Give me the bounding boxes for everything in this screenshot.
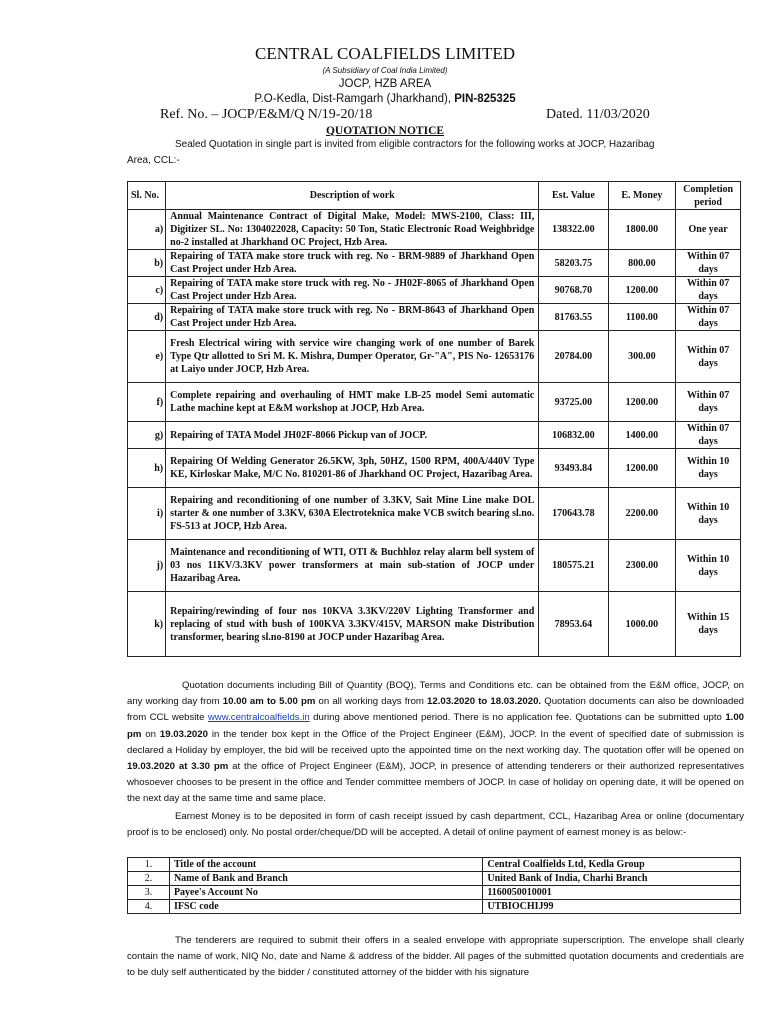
- row-completion-period: Within 07 days: [676, 304, 741, 331]
- header-est-value: Est. Value: [539, 182, 608, 210]
- company-name: CENTRAL COALFIELDS LIMITED: [254, 44, 515, 63]
- earnest-money-paragraph: Earnest Money is to be deposited in form of cash receipt issued by cash department, CCL, Hazaribag Area or online (documentary proof is to be enclosed) only. No postal order/cheque/DD will be accepted. A detail of online payment of earnest money is as below:-: [127, 811, 744, 839]
- works-table-body: [128, 210, 741, 657]
- row-description: Repairing/rewinding of four nos 10KVA 3.3KV/220V Lighting Transformer and replacing of stud with bush of 100KVA 3.3KV/415V, MARSON make Distribution transformer, bearing sl.no-8190 at JOCP under Hazaribag Area.: [166, 592, 539, 657]
- bank-row-label: Payee's Account No: [169, 886, 482, 900]
- bank-details-table: [127, 857, 741, 914]
- bank-row-number: 2.: [128, 872, 170, 886]
- row-description: Repairing of TATA Model JH02F-8066 Pickup van of JOCP.: [166, 422, 539, 449]
- row-completion-period: Within 07 days: [676, 250, 741, 277]
- row-completion-period: Within 07 days: [676, 277, 741, 304]
- table-row: [128, 422, 741, 449]
- row-est-value: 138322.00: [539, 210, 608, 250]
- table-row: [128, 304, 741, 331]
- table-row: [128, 331, 741, 383]
- row-est-value: 180575.21: [539, 540, 608, 592]
- row-e-money: 300.00: [608, 331, 676, 383]
- row-sl-no: c): [128, 277, 166, 304]
- row-e-money: 2300.00: [608, 540, 676, 592]
- address-line: [0, 93, 770, 105]
- para1-text-5: on: [141, 728, 160, 740]
- works-table: [127, 181, 741, 657]
- row-sl-no: h): [128, 449, 166, 488]
- row-description: Repairing Of Welding Generator 26.5KW, 3ph, 50HZ, 1500 RPM, 400A/440V Type KE, Kirloskar Make, M/C No. 810201-86 of Jharkhand OC Project, Hazaribag Area.: [166, 449, 539, 488]
- table-row: [128, 383, 741, 422]
- row-description: Fresh Electrical wiring with service wire changing work of one number of Barek Type Qtr allotted to Sri M. K. Mishra, Dumper Operator, Gr-"A", PIS No- 12653176 at Laiyo under JOCP, Hzb Area.: [166, 331, 539, 383]
- bank-row: [128, 858, 741, 872]
- row-sl-no: a): [128, 210, 166, 250]
- para1-text-1: Quotation documents including Bill of Quantity (BOQ), Terms and Conditions etc. can be obtained from the E&M office, JOCP, on any working day from: [127, 680, 744, 708]
- submission-paragraph: The tenderers are required to submit their offers in a sealed envelope with appropriate superscription. The envelope shall clearly contain the name of work, NIQ No, date and Name & address of the bidder. All pages of the submitted quotation documents and credentials are to be duly self authenticated by the bidder / constituted attorney of the bidder with his signature: [127, 935, 744, 979]
- row-sl-no: g): [128, 422, 166, 449]
- para1-bold-time: 10.00 am to 5.00 pm: [222, 696, 316, 708]
- row-est-value: 106832.00: [539, 422, 608, 449]
- row-est-value: 93725.00: [539, 383, 608, 422]
- table-row: [128, 488, 741, 540]
- table-row: [128, 250, 741, 277]
- quotation-documents-paragraph: [127, 678, 744, 808]
- row-description: Repairing of TATA make store truck with reg. No - BRM-8643 of Jharkhand Open Cast Project under Hzb Area.: [166, 304, 539, 331]
- row-description: Repairing and reconditioning of one number of 3.3KV, Sait Mine Line make DOL starter & one number of 3.3KV, 630A Electroteknica make VCB switch bearing sl.no. FS-513 at JOCP, Hzb Area.: [166, 488, 539, 540]
- bank-row-value: 1160050010001: [483, 886, 741, 900]
- bank-row-number: 4.: [128, 900, 170, 914]
- row-e-money: 1400.00: [608, 422, 676, 449]
- para1-bold-opening: 19.03.2020 at 3.30 pm: [127, 761, 229, 773]
- bank-row-number: 3.: [128, 886, 170, 900]
- row-sl-no: f): [128, 383, 166, 422]
- row-e-money: 1200.00: [608, 383, 676, 422]
- bank-row: [128, 900, 741, 914]
- row-sl-no: b): [128, 250, 166, 277]
- row-description: Repairing of TATA make store truck with reg. No - BRM-9889 of Jharkhand Open Cast Project under Hzb Area.: [166, 250, 539, 277]
- row-completion-period: Within 10 days: [676, 540, 741, 592]
- para1-text-7: at the office of Project Engineer (E&M), JOCP, in presence of attending tenderers or their authorized representatives whosoever chooses to be present in the office and Tender committee members of JOCP. In case of holiday on opening date, it will be opened on the next day at the same time and same place.: [127, 761, 745, 805]
- row-completion-period: Within 07 days: [676, 331, 741, 383]
- address-text: P.O-Kedla, Dist-Ramgarh (Jharkhand),: [254, 93, 455, 105]
- row-est-value: 81763.55: [539, 304, 608, 331]
- row-completion-period: Within 10 days: [676, 488, 741, 540]
- row-est-value: 90768.70: [539, 277, 608, 304]
- bank-row: [128, 872, 741, 886]
- reference-number: Ref. No. – JOCP/E&M/Q N/19-20/18: [160, 107, 373, 122]
- para1-bold-submit-date: 19.03.2020: [159, 728, 208, 740]
- ccl-website-link[interactable]: www.centralcoalfields.in: [207, 712, 310, 724]
- para1-text-3: Quotation documents can also be downloaded from CCL website: [127, 696, 745, 724]
- notice-title: QUOTATION NOTICE: [325, 125, 445, 137]
- bank-row-value: UTBIOCHIJ99: [483, 900, 741, 914]
- row-est-value: 170643.78: [539, 488, 608, 540]
- row-completion-period: Within 07 days: [676, 422, 741, 449]
- para1-text-2: on all working days from: [315, 696, 428, 708]
- row-e-money: 1100.00: [608, 304, 676, 331]
- row-e-money: 800.00: [608, 250, 676, 277]
- row-completion-period: One year: [676, 210, 741, 250]
- table-row: [128, 210, 741, 250]
- row-sl-no: i): [128, 488, 166, 540]
- bank-row-label: IFSC code: [169, 900, 482, 914]
- header-sl-no: Sl. No.: [128, 182, 166, 210]
- para1-bold-dates: 12.03.2020 to 18.03.2020.: [427, 696, 542, 708]
- subsidiary-line: (A Subsidiary of Coal India Limited): [322, 66, 448, 75]
- bank-row-number: 1.: [128, 858, 170, 872]
- row-description: Maintenance and reconditioning of WTI, OTI & Buchhloz relay alarm bell system of 03 nos 11KV/3.3KV power transformers at main sub-station of JOCP under Hazaribag Area.: [166, 540, 539, 592]
- para1-bold-submit-time: 1.00 pm: [127, 712, 744, 740]
- para1-text-6: in the tender box kept in the Office of the Project Engineer (E&M), JOCP. In the event of specified date of submission is declared a Holiday by employer, the bid will be received upto the appointed time on the next working day. The quotation offer will be opened on: [127, 728, 744, 756]
- row-e-money: 1000.00: [608, 592, 676, 657]
- row-e-money: 1800.00: [608, 210, 676, 250]
- table-row: [128, 449, 741, 488]
- header-e-money: E. Money: [608, 182, 676, 210]
- row-est-value: 93493.84: [539, 449, 608, 488]
- notice-intro-line1: Sealed Quotation in single part is invited from eligible contractors for the following works at JOCP, Hazaribag: [175, 139, 655, 150]
- pin-code: PIN-825325: [454, 93, 516, 105]
- row-e-money: 2200.00: [608, 488, 676, 540]
- row-completion-period: Within 15 days: [676, 592, 741, 657]
- table-row: [128, 592, 741, 657]
- area-line: JOCP, HZB AREA: [338, 78, 432, 90]
- row-completion-period: Within 07 days: [676, 383, 741, 422]
- row-sl-no: k): [128, 592, 166, 657]
- bank-row-value: United Bank of India, Charhi Branch: [483, 872, 741, 886]
- row-sl-no: e): [128, 331, 166, 383]
- table-row: [128, 277, 741, 304]
- row-completion-period: Within 10 days: [676, 449, 741, 488]
- bank-row: [128, 886, 741, 900]
- row-sl-no: j): [128, 540, 166, 592]
- bank-row-label: Name of Bank and Branch: [169, 872, 482, 886]
- row-sl-no: d): [128, 304, 166, 331]
- row-e-money: 1200.00: [608, 449, 676, 488]
- bank-details-body: [128, 858, 741, 914]
- header-completion-period: Completion period: [676, 182, 741, 210]
- row-est-value: 58203.75: [539, 250, 608, 277]
- bank-row-label: Title of the account: [169, 858, 482, 872]
- row-e-money: 1200.00: [608, 277, 676, 304]
- header-description: Description of work: [166, 182, 539, 210]
- row-est-value: 20784.00: [539, 331, 608, 383]
- row-description: Repairing of TATA make store truck with reg. No - JH02F-8065 of Jharkhand Open Cast Project under Hzb Area.: [166, 277, 539, 304]
- row-description: Complete repairing and overhauling of HMT make LB-25 model Semi automatic Lathe machine kept at E&M workshop at JOCP, Hzb Area.: [166, 383, 539, 422]
- row-est-value: 78953.64: [539, 592, 608, 657]
- bank-row-value: Central Coalfields Ltd, Kedla Group: [483, 858, 741, 872]
- notice-intro-line2: Area, CCL:-: [127, 155, 180, 166]
- para1-text-4: during above mentioned period. There is no application fee. Quotations can be submitted upto: [309, 712, 726, 724]
- row-description: Annual Maintenance Contract of Digital Make, Model: MWS-2100, Class: III, Digitizer SL. No: 1304022028, Capacity: 50 Ton, Static Electronic Road Weighbridge no-2 installed at Jharkhand OC Project, Hzb Area.: [166, 210, 539, 250]
- table-row: [128, 540, 741, 592]
- document-date: Dated. 11/03/2020: [546, 107, 650, 122]
